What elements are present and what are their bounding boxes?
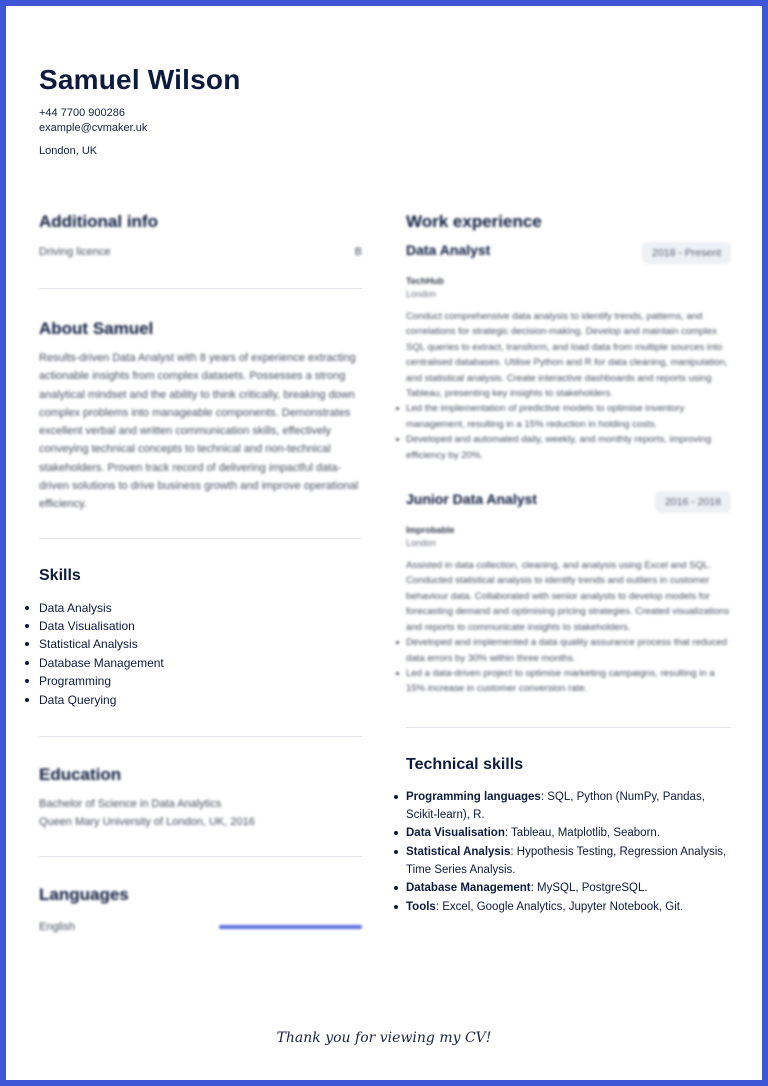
- technical-skills-title: Technical skills: [406, 755, 524, 773]
- job-city: London: [406, 289, 437, 299]
- location: London, UK: [39, 145, 98, 157]
- skills-list: [39, 599, 362, 709]
- tech-skill-value: : Excel, Google Analytics, Jupyter Notebook, Git.: [435, 900, 684, 913]
- languages-section: [39, 885, 362, 933]
- list-item: Developed and implemented a data quality assurance process that reduced data errors by 30% within three months.: [406, 635, 731, 666]
- additional-info-section: [39, 212, 362, 258]
- right-column: [406, 212, 731, 916]
- work-experience-title: Work experience: [406, 212, 542, 231]
- tech-skill-label: Database Management: [406, 882, 531, 895]
- divider: [39, 856, 362, 857]
- job-dates-badge: 2018 - Present: [642, 242, 731, 264]
- divider: [406, 727, 731, 728]
- job-description: Conduct comprehensive data analysis to identify trends, patterns, and correlations for strategic decision-making. Develop and maintain complex SQL queries to extract, transform, and load data from multiple sources into centralised databases. Utilise Python and R for data cleaning, manipulation, and statistical analysis. Create interactive dashboards and reports using Tableau, presenting key insights to stakeholders.: [406, 311, 728, 400]
- cv-header: [39, 64, 241, 157]
- languages-title: Languages: [39, 884, 129, 904]
- education-degree: Bachelor of Science in Data Analytics: [39, 798, 222, 811]
- education-title: Education: [39, 765, 122, 785]
- driving-licence-label: Driving licence: [39, 246, 111, 258]
- list-item: [406, 824, 731, 842]
- job-title: Data Analyst: [406, 242, 491, 258]
- list-item: Led the implementation of predictive models to optimise inventory management, resulting in a 15% reduction in holding costs.: [406, 401, 731, 432]
- list-item: Developed and automated daily, weekly, and monthly reports, improving efficiency by 20%.: [406, 432, 731, 463]
- list-item: Statistical Analysis: [39, 635, 362, 653]
- technical-skills-section: [406, 756, 731, 916]
- work-experience-section: [406, 212, 731, 697]
- divider: [39, 736, 362, 737]
- additional-info-title: Additional info: [39, 212, 158, 231]
- divider: [39, 538, 362, 539]
- language-name: English: [39, 920, 76, 933]
- about-title: About Samuel: [39, 319, 154, 338]
- driving-licence-value: B: [354, 246, 362, 258]
- email-address: example@cvmaker.uk: [39, 122, 148, 134]
- list-item: [406, 879, 731, 897]
- job-bullets: [406, 401, 731, 463]
- candidate-name: Samuel Wilson: [39, 64, 241, 95]
- education-section: [39, 765, 362, 832]
- language-level-fill: [219, 925, 362, 929]
- about-text: Results-driven Data Analyst with 8 years of experience extracting actionable insights from complex datasets. Possesses a strong analytical mindset and the ability to think critically, breaking down complex problems into manageable components. Demonstrates excellent verbal and written communication skills, effectively conveying technical concepts to technical and non-technical stakeholders. Proven track record of delivering impactful data-driven solutions to drive business growth and improve operational efficiency.: [39, 352, 359, 511]
- contact-block: [39, 106, 241, 136]
- job-description: Assisted in data collection, cleaning, and analysis using Excel and SQL. Conducted statistical analysis to identify trends and outliers in customer behaviour data. Collaborated with senior analysts to develop models for forecasting demand and optimising pricing strategies. Created visualizations and reports to communicate insights to stakeholders.: [406, 560, 730, 633]
- footer-thanks: Thank you for viewing my CV!: [276, 1030, 492, 1046]
- tech-skill-value: : MySQL, PostgreSQL.: [530, 882, 648, 895]
- tech-skill-value: : SQL, Python (NumPy, Pandas, Scikit-learn), R.: [406, 790, 705, 822]
- job-dates-badge: 2016 - 2018: [655, 491, 731, 513]
- tech-skill-label: Tools: [406, 900, 436, 913]
- job-city: London: [406, 538, 437, 549]
- driving-licence-row: [39, 246, 362, 258]
- job-company: TechHub: [406, 276, 444, 286]
- list-item: Data Analysis: [39, 599, 362, 617]
- job-entry: [406, 491, 731, 697]
- list-item: Led a data-driven project to optimise marketing campaigns, resulting in a 15% increase in customer conversion rate.: [406, 666, 731, 697]
- job-company: Improbable: [406, 525, 455, 536]
- education-school: Queen Mary University of London, UK, 2016: [39, 816, 255, 829]
- language-level-bar: [219, 925, 362, 929]
- job-bullets: [406, 635, 731, 697]
- list-item: Data Querying: [39, 691, 362, 709]
- tech-skill-label: Data Visualisation: [406, 827, 505, 840]
- list-item: Data Visualisation: [39, 617, 362, 635]
- cv-page: [6, 6, 762, 1080]
- list-item: Database Management: [39, 654, 362, 672]
- tech-skill-value: : Hypothesis Testing, Regression Analysis, Time Series Analysis.: [406, 845, 727, 876]
- tech-skill-label: Statistical Analysis: [406, 845, 511, 858]
- job-header: [406, 242, 731, 264]
- skills-section: [39, 567, 362, 709]
- about-section: [39, 319, 362, 514]
- technical-skills-list: [406, 788, 731, 916]
- list-item: Programming: [39, 672, 362, 690]
- phone-number: +44 7700 900286: [39, 107, 125, 119]
- list-item: [406, 788, 731, 825]
- job-header: [406, 491, 731, 513]
- tech-skill-value: : Tableau, Matplotlib, Seaborn.: [504, 827, 660, 840]
- language-row: [39, 921, 362, 933]
- list-item: [406, 843, 731, 880]
- job-entry: [406, 242, 731, 463]
- skills-title: Skills: [39, 566, 81, 584]
- left-column: [39, 212, 362, 933]
- tech-skill-label: Programming languages: [406, 790, 541, 803]
- divider: [39, 288, 362, 289]
- job-title: Junior Data Analyst: [406, 491, 537, 508]
- list-item: [406, 898, 731, 916]
